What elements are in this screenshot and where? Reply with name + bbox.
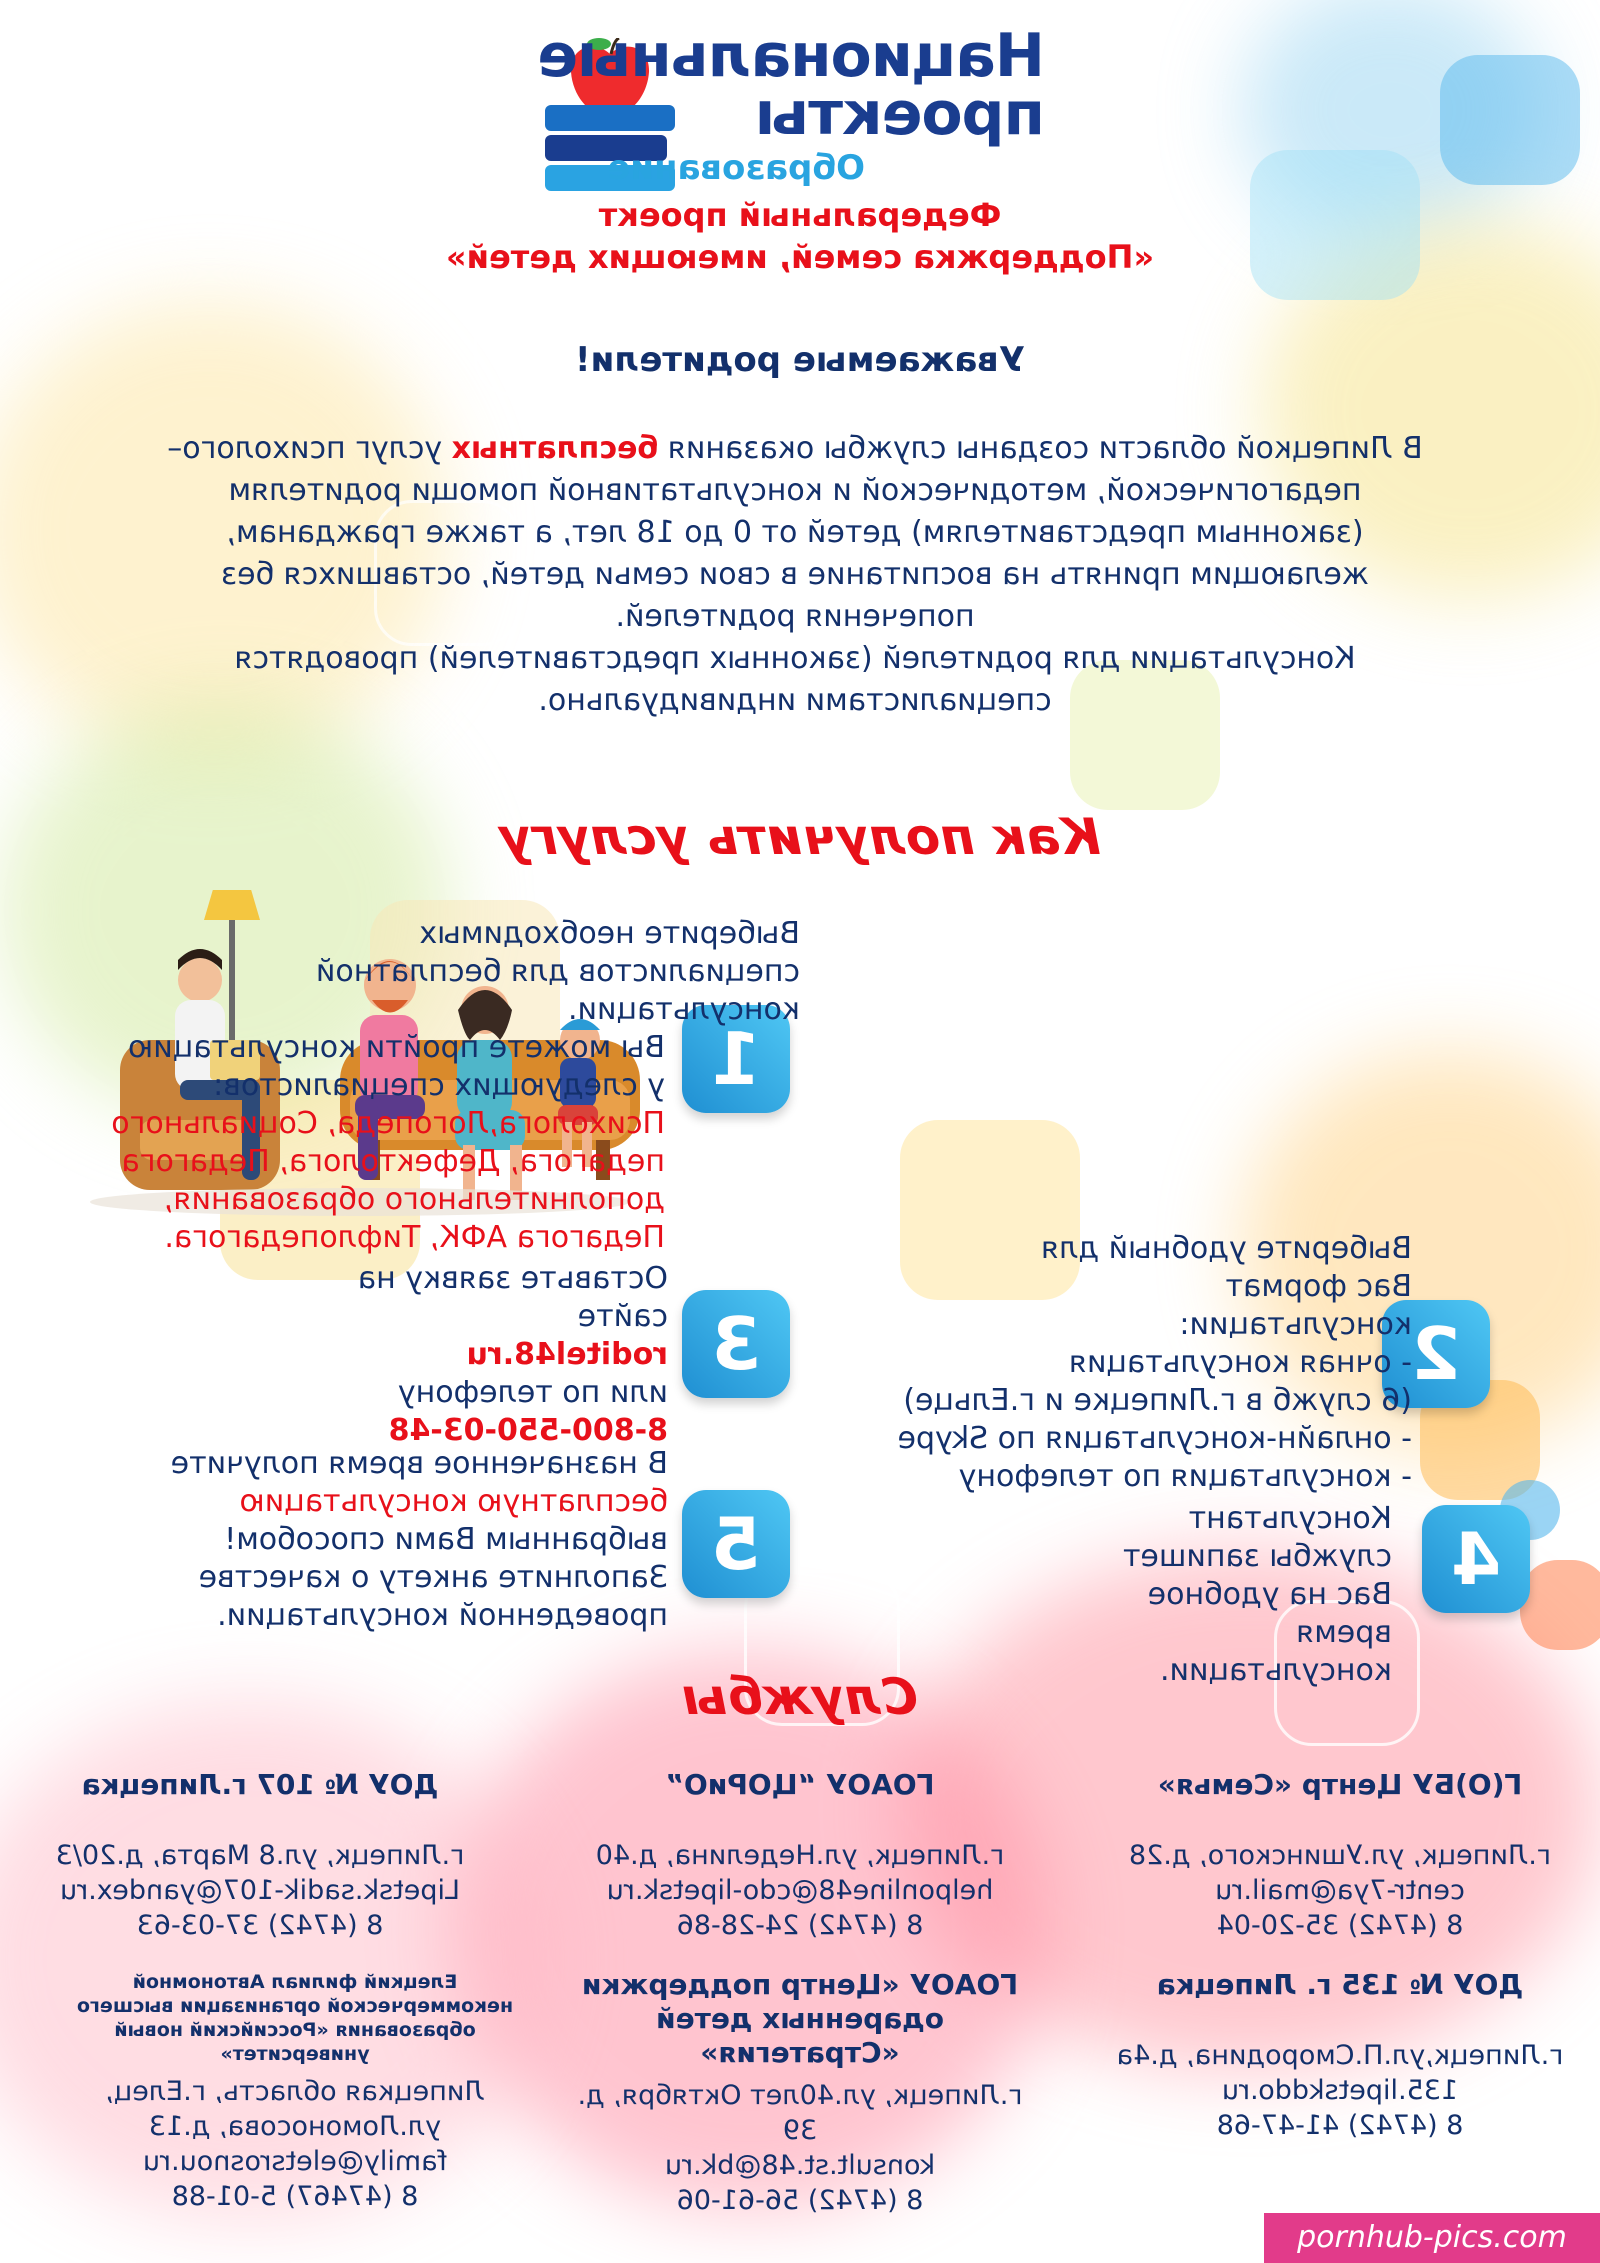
step-5-free-consultation: бесплатную консультацию bbox=[239, 1484, 668, 1519]
step-3-phone[interactable]: 8-800-550-03-48 bbox=[388, 1413, 668, 1448]
greeting: Уважаемые родители! bbox=[575, 340, 1025, 380]
logo-line1: Национальные bbox=[538, 21, 1045, 91]
org-tsorio bbox=[570, 1768, 1030, 1943]
watermark: pornhub-pics.com bbox=[1264, 2213, 1600, 2263]
org-phone[interactable]: 8 (4742) 56-61-06 bbox=[676, 2185, 924, 2216]
step-3-badge: 3 bbox=[682, 1290, 790, 1398]
step-3-site-link[interactable]: roditel48.ru bbox=[466, 1337, 668, 1372]
org-contacts bbox=[570, 1838, 1030, 1943]
org-email[interactable]: Lipetsk.sadik-107@yandex.ru bbox=[59, 1875, 461, 1906]
org-contacts bbox=[20, 1838, 500, 1943]
org-email[interactable]: 135.lipetskddo.ru bbox=[1221, 2075, 1459, 2106]
org-address: г.Липецк,ул.П.Смородина, д.4а bbox=[1116, 2040, 1564, 2071]
org-rosnou-elets bbox=[50, 1970, 540, 2214]
step-1-badge: 1 bbox=[682, 1005, 790, 1113]
step-3-line-1: Оставьте заявку на сайте bbox=[357, 1261, 668, 1334]
org-email[interactable]: centr-7ya@mail.ru bbox=[1215, 1875, 1465, 1906]
step-2-text bbox=[852, 1230, 1412, 1496]
org-contacts bbox=[1110, 1838, 1570, 1943]
step-2-line-1: Выберите удобный для Вас формат консультации: bbox=[1041, 1231, 1412, 1342]
org-email[interactable]: konsult.st.48@bk.ru bbox=[664, 2150, 936, 2181]
org-address: г.Липецк, ул.8 Марта, д.20/3 bbox=[55, 1840, 465, 1871]
org-address: г.Липецк, ул.Неделина, д.40 bbox=[595, 1840, 1005, 1871]
step-2-line-2: - очная консультация bbox=[1068, 1345, 1412, 1380]
step-4-badge: 4 bbox=[1422, 1505, 1530, 1613]
step-2-line-4: - онлайн-консультация по Skype bbox=[897, 1421, 1412, 1456]
logo-line2: проекты bbox=[755, 79, 1045, 149]
org-strategy bbox=[560, 1968, 1040, 2218]
federal-project-name: «Поддержка семей, имеющих детей» bbox=[445, 238, 1155, 276]
org-title: ДОУ № 135 г. Липецка bbox=[1156, 1968, 1524, 2001]
step-3-text bbox=[308, 1260, 668, 1450]
org-phone[interactable]: 8 (4742) 41-47-68 bbox=[1216, 2110, 1464, 2141]
org-phone[interactable]: 8 (47467) 5-01-88 bbox=[171, 2181, 419, 2212]
step-3-line-2: или по телефону bbox=[397, 1375, 668, 1410]
org-phone[interactable]: 8 (4742) 35-20-04 bbox=[1216, 1910, 1464, 1941]
step-5-line-2: выбранным Вами способом! Заполните анкету о качестве проведенной консультации. bbox=[198, 1522, 668, 1633]
org-title: Елецкий филиал Автономной некоммерческой организации высшего образования «Российский новый университет» bbox=[76, 1971, 514, 2065]
step-5-badge: 5 bbox=[682, 1490, 790, 1598]
org-email[interactable]: helponline48@cdo-lipetsk.ru bbox=[606, 1875, 994, 1906]
org-email[interactable]: family@eletsrosnou.ru bbox=[142, 2146, 448, 2177]
national-projects-logo bbox=[455, 20, 1095, 190]
org-contacts bbox=[50, 2074, 540, 2214]
org-address: г.Липецк, ул.Ушинского, д.28 bbox=[1128, 1840, 1552, 1871]
how-to-title: Как получить услугу bbox=[499, 808, 1101, 866]
org-title: ДОУ № 107 г.Липецка bbox=[81, 1768, 439, 1801]
intro-text bbox=[140, 428, 1450, 722]
logo-line3: Образование bbox=[607, 148, 865, 188]
federal-project-label: Федеральный проект bbox=[598, 196, 1002, 234]
services-title: Службы bbox=[682, 1668, 918, 1726]
step-4-body: Консультант службы запишет Вас на удобное время консультации. bbox=[1122, 1501, 1392, 1688]
org-address: г.Липецк, ул.40лет Октября, д. 39 bbox=[577, 2080, 1023, 2146]
intro-highlight: бесплатных bbox=[451, 431, 659, 466]
org-title: Г(О)БУ Центр «Семья» bbox=[1157, 1768, 1523, 1801]
intro-p2: Консультации для родителей (законных представителей) проводятся специалистами индивидуально. bbox=[234, 641, 1356, 718]
intro-p1-start: В Липецкой области созданы службы оказания bbox=[658, 431, 1423, 466]
step-5-line-1: В назначенное время получите bbox=[170, 1446, 668, 1481]
org-phone[interactable]: 8 (4742) 37-03-63 bbox=[136, 1910, 384, 1941]
org-phone[interactable]: 8 (4742) 24-28-86 bbox=[676, 1910, 924, 1941]
org-address: Липецкая область, г.Елец, ул.Ломоносова, д.13 bbox=[105, 2076, 485, 2142]
intro-p1-end: услуг психолого–педагогической, методической и консультативной помощи родителям (законным представителям) детей от 0 до 18 лет, а также гражданам, желающим принять на воспитание в свои семьи детей, оставшихся без попечения родителей. bbox=[167, 431, 1369, 634]
step-1-line-a: Выберите необходимых специалистов для бесплатной консультации. bbox=[315, 916, 800, 1027]
org-dou-107 bbox=[20, 1768, 500, 1943]
step-1-line-b: Вы можете пройти консультацию у следующих специалистов: bbox=[128, 1030, 665, 1103]
org-contacts bbox=[1110, 2038, 1570, 2143]
org-dou-135 bbox=[1110, 1968, 1570, 2143]
step-2-badge: 2 bbox=[1382, 1300, 1490, 1408]
org-center-family bbox=[1110, 1768, 1570, 1943]
org-contacts bbox=[560, 2078, 1040, 2218]
org-title: ГОАОУ «Центр поддержки одаренных детей «Стратегия» bbox=[581, 1968, 1019, 2069]
step-2-line-5: - консультация по телефону bbox=[958, 1459, 1412, 1494]
step-1-text bbox=[100, 915, 800, 1257]
step-4-text bbox=[1092, 1500, 1392, 1690]
step-2-line-3: (6 служб в г.Липецке и г.Ельце) bbox=[903, 1383, 1412, 1418]
org-title: ГОАОУ “ЦОРиО” bbox=[665, 1768, 935, 1801]
step-5-text bbox=[108, 1445, 668, 1635]
step-1-specialists: Психолога,Логопеда, Социального педагога, Дефектолога, Педагога дополнительного образования, Педагога АФК, Тифлопедагога. bbox=[111, 1106, 665, 1255]
